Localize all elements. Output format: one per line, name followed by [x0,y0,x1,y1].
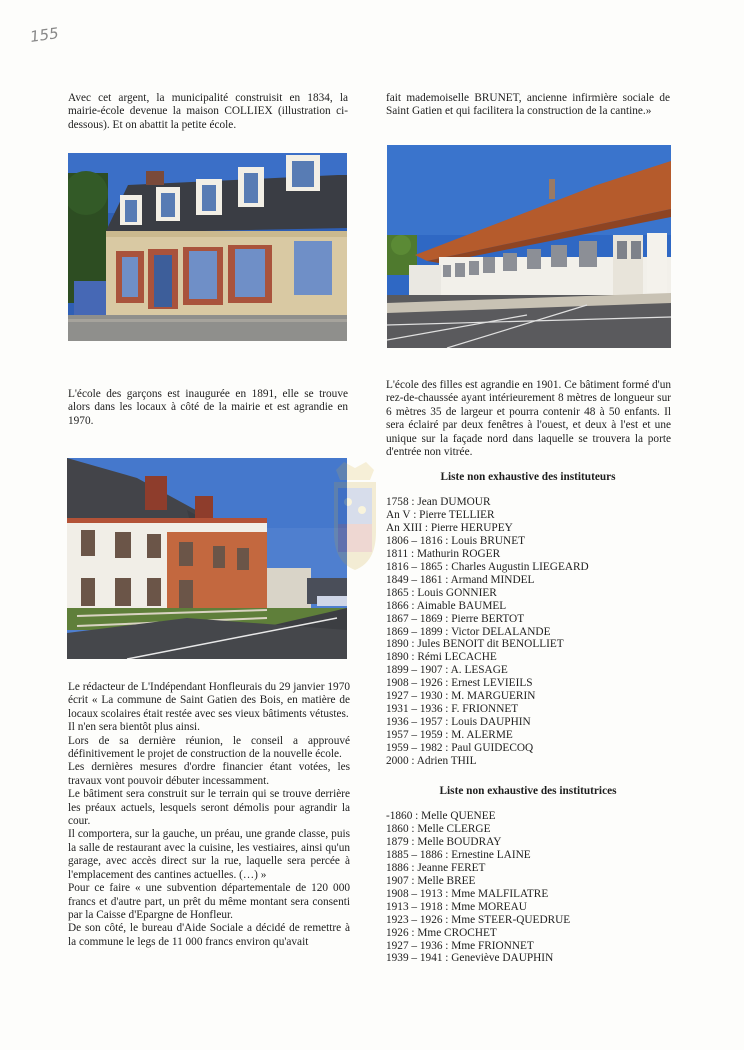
continuation-paragraph [386,92,670,119]
article-paragraph: De son côté, le bureau d'Aide Sociale a décidé de remettre à la commune le legs de 11 000 francs environ qu'avait [68,922,350,948]
list-item: 1927 – 1930 : M. MARGUERIN [386,690,536,703]
teachers-f-list [386,810,670,965]
list-item: 1849 – 1861 : Armand MINDEL [386,573,535,586]
teachers-list [386,496,670,768]
coat-of-arms-watermark [330,462,380,572]
list-item: 1923 – 1926 : Mme STEER-QUEDRUE [386,913,571,926]
list-item: 1865 : Louis GONNIER [386,586,497,599]
list-item: 1957 – 1959 : M. ALERME [386,729,513,742]
girls-school-paragraph [386,379,671,459]
article-paragraph: Il comportera, sur la gauche, un préau, une grande classe, puis la salle de restaurant avec la cuisine, les vestiaires, ainsi qu'un garage, avec accès direct sur la rue, laquelle sera percée à l'emplacement des cantines actuelles. (…) » [68,828,350,881]
list-item: 1811 : Mathurin ROGER [386,547,501,560]
list-item: An XIII : Pierre HERUPEY [386,521,513,534]
list-item: 1867 – 1869 : Pierre BERTOT [386,612,525,625]
list-item: 1886 : Jeanne FERET [386,861,486,874]
list-item: 1866 : Aimable BAUMEL [386,599,507,612]
list-item: 1879 : Melle BOUDRAY [386,835,502,848]
list-item: 1931 – 1936 : F. FRIONNET [386,703,519,716]
article-paragraph: Le rédacteur de L'Indépendant Honfleurais du 29 janvier 1970 écrit « La commune de Saint Gatien des Bois, en matière de locaux scolaires était restée avec ses vieux bâtiments vétustes. [68,681,350,720]
article-paragraph: Le bâtiment sera construit sur le terrain qui se trouve derrière les préaux actuels, lesquels seront démolis pour agrandir la cour. [68,788,350,828]
article-paragraph: Il n'en sera bientôt plus ainsi. [68,721,200,734]
list-item: 1959 – 1982 : Paul GUIDECOQ [386,742,534,755]
list-item: 1926 : Mme CROCHET [386,926,497,939]
article-block [68,681,350,949]
list-item: 1885 – 1886 : Ernestine LAINE [386,848,531,861]
list-item: 1816 – 1865 : Charles Augustin LIEGEARD [386,560,589,573]
article-paragraph: Les dernières mesures d'ordre financier étant votées, les travaux vont pouvoir débuter incessamment. [68,761,350,787]
list-item: 1913 – 1918 : Mme MOREAU [386,900,527,913]
photo-mairie-ecole [68,153,347,341]
list-item: 2000 : Adrien THIL [386,755,477,768]
list-item: 1908 – 1913 : Mme MALFILATRE [386,887,549,900]
list-item: 1860 : Melle CLERGE [386,822,491,835]
list-item: 1890 : Jules BENOIT dit BENOLLIET [386,638,564,651]
list-item: An V : Pierre TELLIER [386,508,495,521]
list-item: 1869 – 1899 : Victor DELALANDE [386,625,551,638]
page-number: 155 [28,24,60,46]
list-item: 1927 – 1936 : Mme FRIONNET [386,939,534,952]
teachers-f-list-title: Liste non exhaustive des institutrices [439,785,617,797]
intro-text: Avec cet argent, la municipalité construisit en 1834, la mairie-école devenue la maison COLLIEX (illustration ci-dessous). Et on abattit la petite école. [68,92,348,131]
continuation-text: fait mademoiselle BRUNET, ancienne infirmière sociale de Saint Gatien et qui facilitera la construction de la cantine.» [386,92,670,118]
list-item: 1907 : Melle BREE [386,874,476,887]
girls-school-text: L'école des filles est agrandie en 1901. Ce bâtiment formé d'un rez-de-chaussée ayant intérieurement 8 mètres de longueur sur 6 mètres 35 de largeur et pourra contenir 48 à 50 enfants. Il sera éclairé par deux fenêtres à l'ouest, et deux à l'est et une unique sur la façade nord dans laquelle se trouvera la porte d'entrée non vitrée. [386,379,671,459]
list-item: 1899 – 1907 : A. LESAGE [386,664,508,677]
article-paragraph: Pour ce faire « une subvention départementale de 120 000 francs et d'autre part, un prêt du même montant sera consenti par la Caisse d'Epargne de Honfleur. [68,882,350,921]
list-item: 1758 : Jean DUMOUR [386,496,491,508]
boys-school-paragraph [68,388,348,428]
teachers-list-title: Liste non exhaustive des instituteurs [440,471,616,483]
list-item: 1936 – 1957 : Louis DAUPHIN [386,716,531,729]
list-item: -1860 : Melle QUENEE [386,810,496,822]
intro-paragraph [68,92,348,132]
boys-school-text: L'école des garçons est inaugurée en 1891, elle se trouve alors dans les locaux à côté de la mairie et est agrandie en 1970. [68,388,348,427]
list-item: 1806 – 1816 : Louis BRUNET [386,534,526,547]
list-item: 1939 – 1941 : Geneviève DAUPHIN [386,952,554,965]
article-paragraph: Lors de sa dernière réunion, le conseil a approuvé définitivement le projet de construction de la nouvelle école. [68,734,350,761]
photo-ecole-garcons [67,458,347,659]
list-item: 1890 : Rémi LECACHE [386,651,497,664]
list-item: 1908 – 1926 : Ernest LEVIEILS [386,677,533,690]
photo-ecole-filles [387,145,671,348]
